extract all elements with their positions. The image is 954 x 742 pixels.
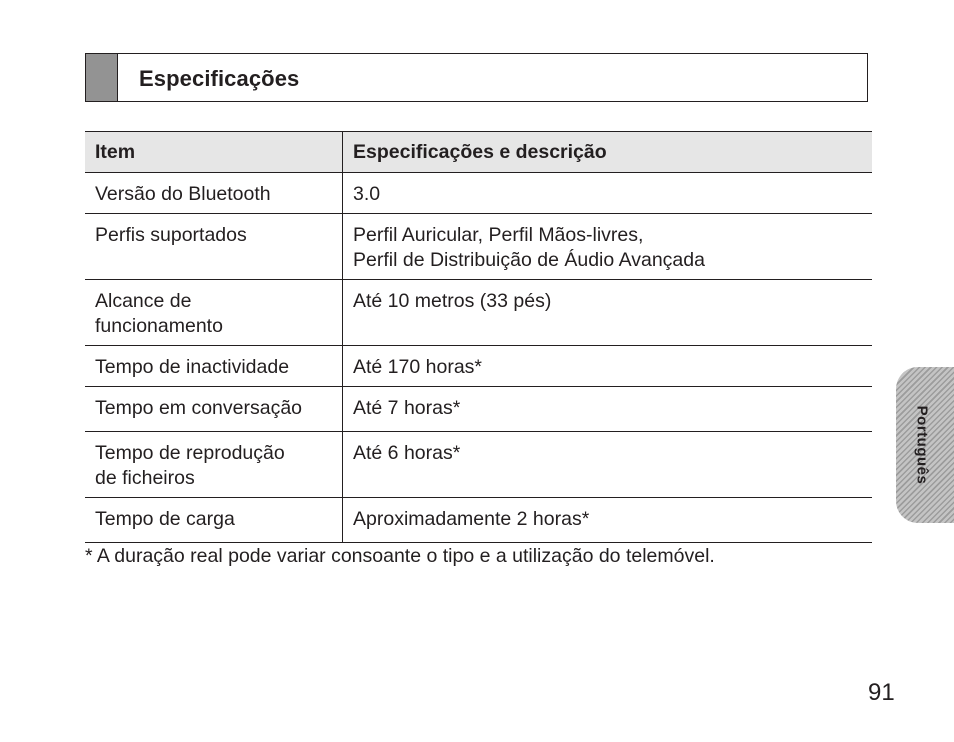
description-text: Até 6 horas*	[353, 442, 461, 464]
description-text: Perfil Auricular, Perfil Mãos-livres,	[353, 224, 644, 246]
table-row	[85, 173, 872, 214]
item-text: Versão do Bluetooth	[95, 183, 271, 205]
description-cell	[343, 280, 873, 346]
section-marker-block	[86, 54, 118, 101]
item-text: Alcance de	[95, 290, 192, 312]
item-text: Tempo de inactividade	[95, 356, 290, 378]
item-text: de ficheiros	[95, 467, 195, 489]
description-text: 3.0	[353, 183, 381, 205]
description-cell	[343, 432, 873, 498]
column-header-description: Especificações e descrição	[343, 132, 873, 173]
description-text: Aproximadamente 2 horas*	[353, 508, 590, 530]
specifications-table	[85, 131, 872, 543]
item-cell	[85, 432, 343, 498]
table-row	[85, 280, 872, 346]
table-row	[85, 498, 872, 543]
section-title: Especificações	[139, 66, 300, 91]
table-row	[85, 387, 872, 432]
description-text: Perfil de Distribuição de Áudio Avançada	[353, 249, 705, 271]
item-cell	[85, 214, 343, 280]
description-cell	[343, 214, 873, 280]
description-text: Até 170 horas*	[353, 356, 483, 378]
description-cell	[343, 346, 873, 387]
item-text: Tempo de reprodução	[95, 442, 285, 464]
description-cell	[343, 498, 873, 543]
language-tab-label: Português	[913, 405, 931, 485]
item-text: Tempo de carga	[95, 508, 235, 530]
table-row	[85, 346, 872, 387]
item-cell	[85, 173, 343, 214]
table-row	[85, 432, 872, 498]
item-cell	[85, 387, 343, 432]
section-header	[85, 53, 868, 102]
item-cell	[85, 346, 343, 387]
description-text: Até 10 metros (33 pés)	[353, 290, 552, 312]
description-cell	[343, 387, 873, 432]
item-text: funcionamento	[95, 315, 223, 337]
table-row	[85, 214, 872, 280]
item-cell	[85, 280, 343, 346]
table-header-row	[85, 132, 872, 173]
page-number: 91	[868, 679, 895, 706]
footnote: * A duração real pode variar consoante o tipo e a utilização do telemóvel.	[85, 545, 715, 567]
description-cell	[343, 173, 873, 214]
column-header-item: Item	[85, 132, 343, 173]
item-text: Perfis suportados	[95, 224, 247, 246]
item-text: Tempo em conversação	[95, 397, 303, 419]
description-text: Até 7 horas*	[353, 397, 461, 419]
language-tab	[896, 367, 954, 523]
item-cell	[85, 498, 343, 543]
